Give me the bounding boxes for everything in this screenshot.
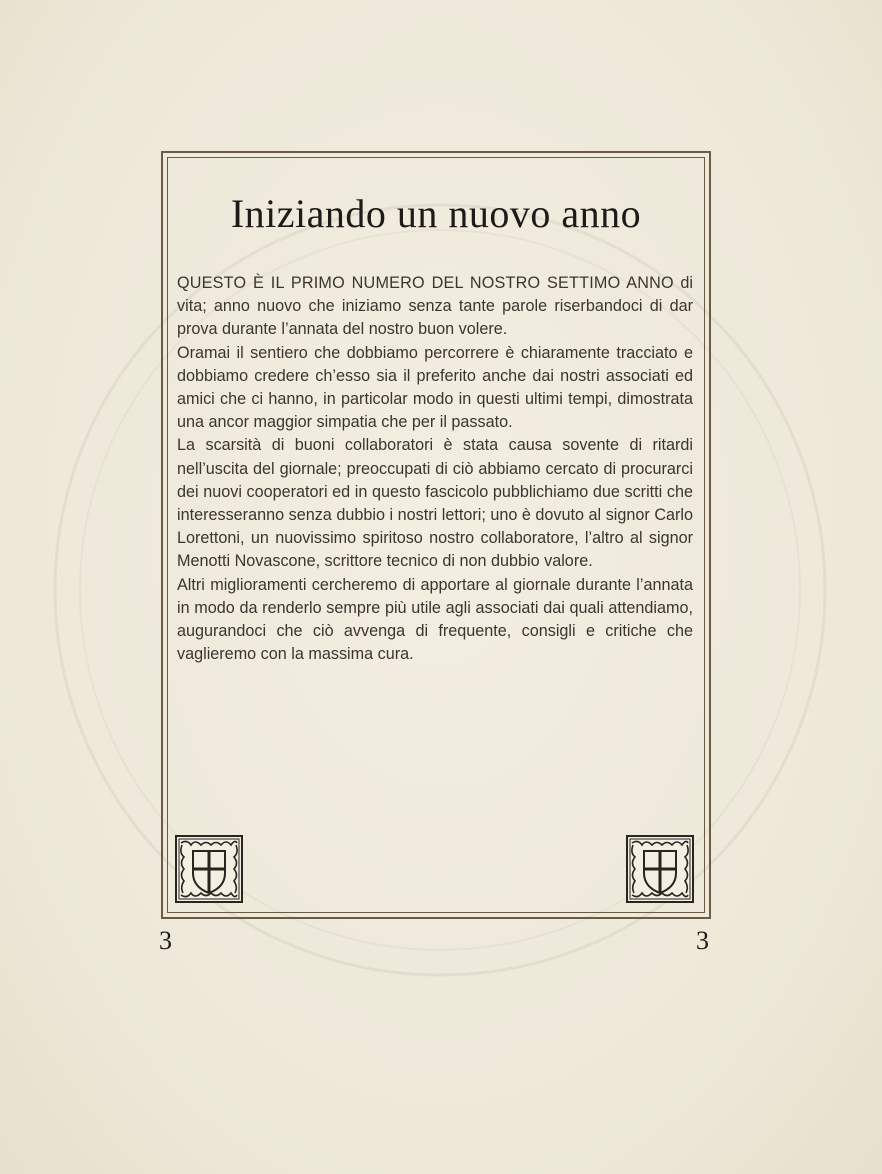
paragraph-1-rest: di vita; anno nuovo che iniziamo senza tante parole riserbandoci di dar prova durante l’annata del nostro buon volere.	[177, 274, 694, 339]
shield-emblem-icon	[175, 835, 243, 903]
page-number-right: 3	[696, 926, 709, 955]
article-body	[177, 272, 693, 666]
page-number-left: 3	[159, 926, 172, 955]
paragraph-3: La scarsità di buoni collaboratori è stata causa sovente di ritardi nell’uscita del giornale; preoccupati di ciò abbiamo cercato di procurarci dei nuovi cooperatori ed in questo fascicolo pubblichiamo due scritti che interesseranno senza dubbio i nostri lettori; uno è dovuto al signor Carlo Lorettoni, un nuovissimo spiritoso nostro collaboratore, l’altro al signor Menotti Novascone, scrittore tecnico di non dubbio valore.	[177, 436, 693, 571]
paragraph-2: Oramai il sentiero che dobbiamo percorrere è chiaramente tracciato e dobbiamo credere ch’esso sia il preferito anche dai nostri associati ed amici che ci hanno, in particolar modo in questi ultimi tempi, dimostrata una ancor maggior simpatia che per il passato.	[177, 343, 693, 432]
shield-emblem-icon	[626, 835, 694, 903]
lead-caps: QUESTO È IL PRIMO NUMERO DEL NOSTRO SETTIMO ANNO	[177, 274, 674, 292]
article-title: Iniziando un nuovo anno	[230, 191, 642, 236]
paragraph-4: Altri miglioramenti cercheremo di apportare al giornale durante l’annata in modo da renderlo sempre più utile agli associati dai quali attendiamo, augurandoci che ciò avvenga di frequente, consigli e critiche che vaglieremo con la massima cura.	[177, 575, 693, 664]
paragraph-1	[177, 272, 693, 342]
